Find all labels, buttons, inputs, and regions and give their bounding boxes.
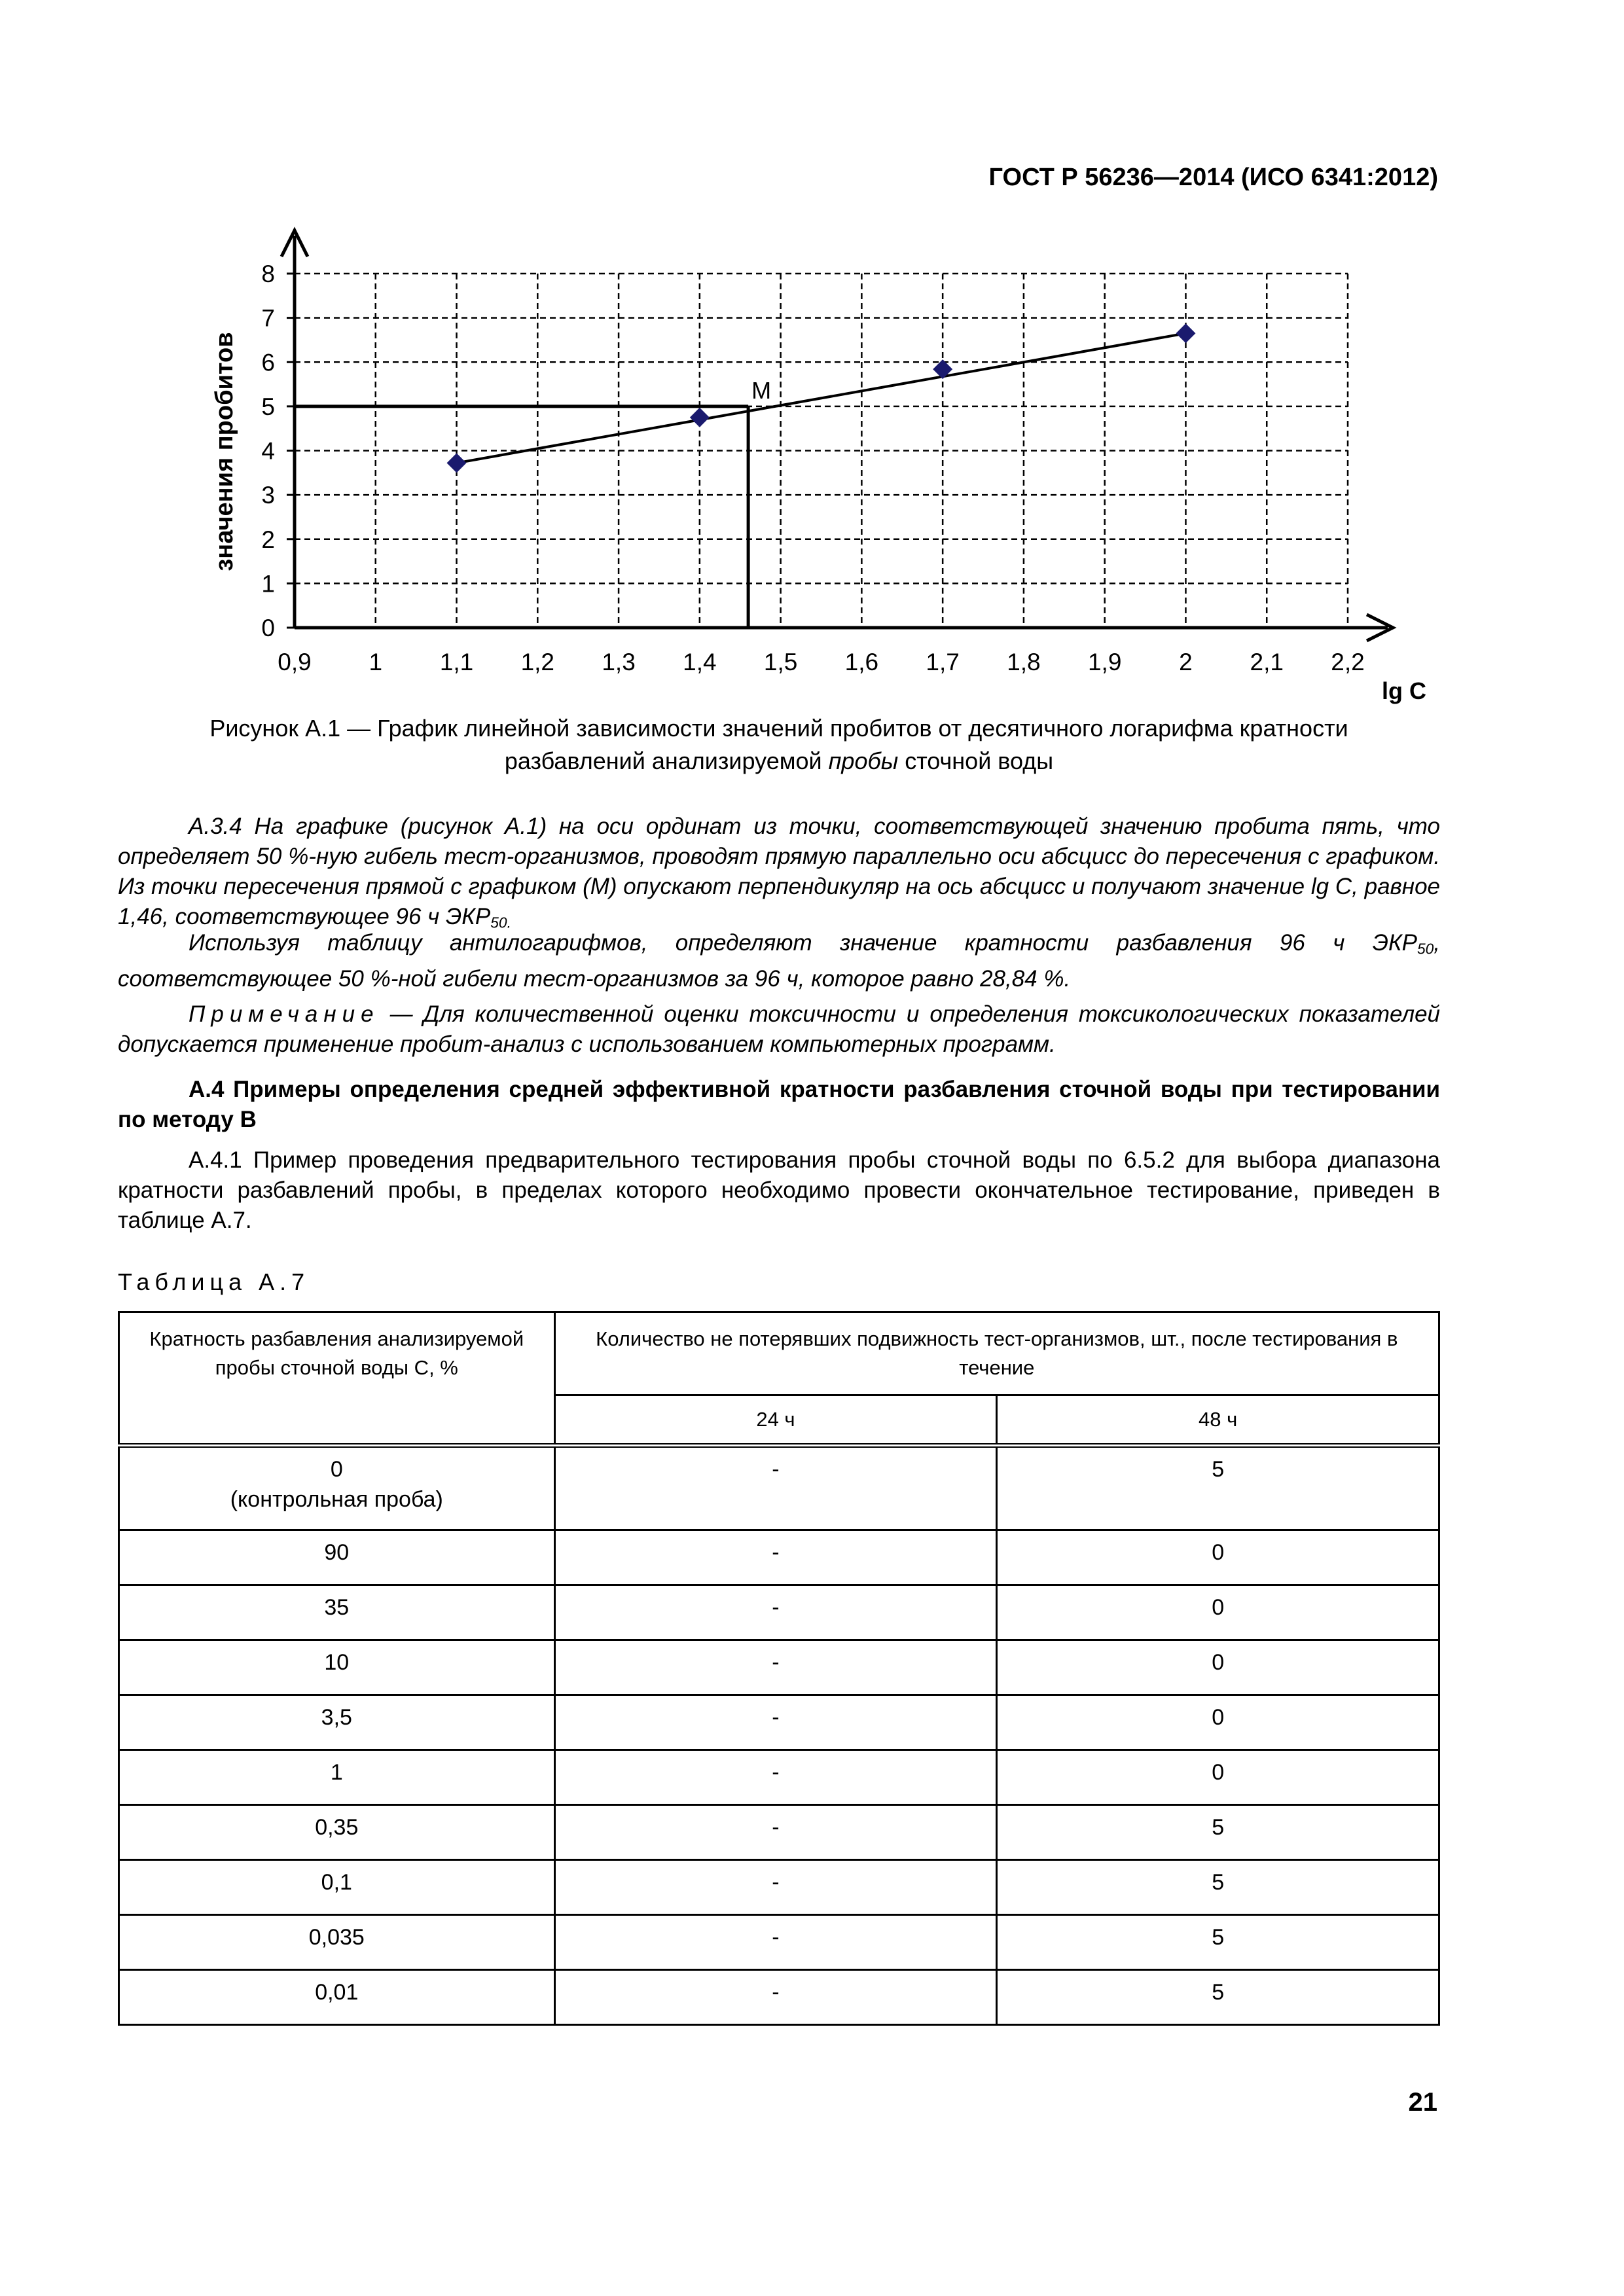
- cell-dilution: 35: [119, 1585, 555, 1640]
- cell-24h: -: [554, 1805, 997, 1860]
- x-tick-label: 1: [369, 649, 383, 675]
- paragraph-a41: А.4.1 Пример проведения предварительного тестирования пробы сточной воды по 6.5.2 для выбора диапазона кратности разбавлений пробы, в пределах которого необходимо провести окончательное тестирование, приведен в таблице А.7.: [118, 1147, 1440, 1233]
- table-row: [119, 1640, 1439, 1695]
- table-label: Таблица А.7: [118, 1268, 310, 1295]
- data-point: [447, 453, 467, 473]
- data-point: [1176, 323, 1195, 343]
- y-tick-label: 8: [261, 260, 275, 287]
- cell-24h: -: [554, 1585, 997, 1640]
- cell-24h: -: [554, 1695, 997, 1750]
- cell-48h: 5: [997, 1805, 1439, 1860]
- cell-24h: -: [554, 1860, 997, 1915]
- table-header-24h: 24 ч: [554, 1395, 997, 1446]
- cell-48h: 0: [997, 1640, 1439, 1695]
- cell-48h: 5: [997, 1915, 1439, 1970]
- paragraph-a34: А.3.4 На графике (рисунок А.1) на оси ординат из точки, соответствующей значению пробита пять, что определяет 50 %-ную гибель тест-организмов, проводят прямую параллельно оси абсцисс до пересечения с графиком. Из точки пересечения прямой с графиком (М) опускают перпендикуляр на ось абсцисс и получают значение lg С, равное 1,46, соответствующее 96 ч $ЭКР_{50.}$: [118, 814, 1440, 931]
- table-row: [119, 1446, 1439, 1530]
- x-axis-label: lg C: [1382, 677, 1426, 704]
- table-row: [119, 1860, 1439, 1915]
- x-tick-label: 1,8: [1007, 649, 1041, 675]
- cell-48h: 0: [997, 1585, 1439, 1640]
- table-row: [119, 1750, 1439, 1805]
- table-header-dilution: Кратность разбавления анализируемой пробы сточной воды С, %: [119, 1312, 555, 1446]
- table-row: [119, 1695, 1439, 1750]
- data-point: [690, 408, 710, 427]
- cell-24h: -: [554, 1915, 997, 1970]
- y-tick-label: 3: [261, 482, 275, 509]
- page-number: 21: [1408, 2088, 1437, 2117]
- cell-48h: 5: [997, 1446, 1439, 1530]
- x-tick-label: 2: [1179, 649, 1193, 675]
- y-tick-label: 4: [261, 437, 275, 465]
- cell-24h: -: [554, 1640, 997, 1695]
- annotation-m: M: [751, 376, 772, 404]
- note: Примечание — Для количественной оценки токсичности и определения токсикологических показателей допускается применение пробит-анализ с использованием компьютерных программ.: [118, 1001, 1440, 1057]
- document-header: ГОСТ Р 56236—2014 (ИСО 6341:2012): [988, 164, 1438, 191]
- x-tick-label: 1,5: [763, 649, 798, 675]
- y-tick-label: 6: [261, 349, 275, 376]
- cell-24h: -: [554, 1750, 997, 1805]
- probit-chart: [0, 0, 1624, 720]
- paragraph-antilog: Используя таблицу антилогарифмов, определяют значение кратности разбавления 96 ч $ЭКР_{50}$, соответствующее 50 %-ной гибели тест-организмов за 96 ч, которое равно 28,84 %.: [118, 930, 1440, 992]
- note-label: Примечание: [189, 1001, 380, 1027]
- cell-dilution: 90: [119, 1530, 555, 1585]
- cell-dilution: 0,35: [119, 1805, 555, 1860]
- x-tick-label: 1,3: [602, 649, 636, 675]
- x-tick-label: 1,7: [926, 649, 960, 675]
- cell-48h: 5: [997, 1970, 1439, 2025]
- y-tick-label: 0: [261, 615, 275, 641]
- cell-dilution: 1: [119, 1750, 555, 1805]
- table-a7: [118, 1311, 1440, 2026]
- x-tick-label: 2,1: [1250, 649, 1284, 675]
- x-tick-label: 1,2: [520, 649, 555, 675]
- table-row: [119, 1530, 1439, 1585]
- x-tick-label: 2,2: [1331, 649, 1365, 675]
- x-tick-label: 1,6: [844, 649, 879, 675]
- x-tick-label: 1,9: [1087, 649, 1122, 675]
- x-tick-label: 1,1: [439, 649, 474, 675]
- table-row: [119, 1805, 1439, 1860]
- table-header-48h: 48 ч: [997, 1395, 1439, 1446]
- y-axis-label: значения пробитов: [211, 332, 238, 571]
- cell-24h: -: [554, 1970, 997, 2025]
- x-tick-label: 1,4: [683, 649, 717, 675]
- cell-dilution: 3,5: [119, 1695, 555, 1750]
- y-tick-label: 2: [261, 526, 275, 553]
- cell-dilution: 0,01: [119, 1970, 555, 2025]
- cell-48h: 0: [997, 1530, 1439, 1585]
- table-row: [119, 1585, 1439, 1640]
- x-tick-label: 0,9: [278, 649, 312, 675]
- cell-48h: 5: [997, 1860, 1439, 1915]
- y-tick-label: 5: [261, 393, 275, 420]
- y-tick-label: 7: [261, 304, 275, 332]
- cell-dilution: 0 (контрольная проба): [119, 1446, 555, 1530]
- table-header-group: Количество не потерявших подвижность тест-организмов, шт., после тестирования в течение: [554, 1312, 1439, 1395]
- cell-dilution: 0,1: [119, 1860, 555, 1915]
- cell-dilution: 10: [119, 1640, 555, 1695]
- caption-line-2: разбавлений анализируемой пробы сточной воды: [504, 747, 1054, 774]
- table-row: [119, 1970, 1439, 2025]
- cell-48h: 0: [997, 1695, 1439, 1750]
- figure-caption: [118, 712, 1440, 778]
- cell-24h: -: [554, 1446, 997, 1530]
- cell-dilution: 0,035: [119, 1915, 555, 1970]
- table-row: [119, 1915, 1439, 1970]
- cell-48h: 0: [997, 1750, 1439, 1805]
- y-tick-label: 1: [261, 570, 275, 598]
- cell-24h: -: [554, 1530, 997, 1585]
- section-heading-a4: А.4 Примеры определения средней эффективной кратности разбавления сточной воды при тестировании по методу В: [118, 1077, 1440, 1132]
- caption-line-1: Рисунок А.1 — График линейной зависимости значений пробитов от десятичного логарифма кратности: [209, 715, 1348, 742]
- series-line: [457, 333, 1186, 463]
